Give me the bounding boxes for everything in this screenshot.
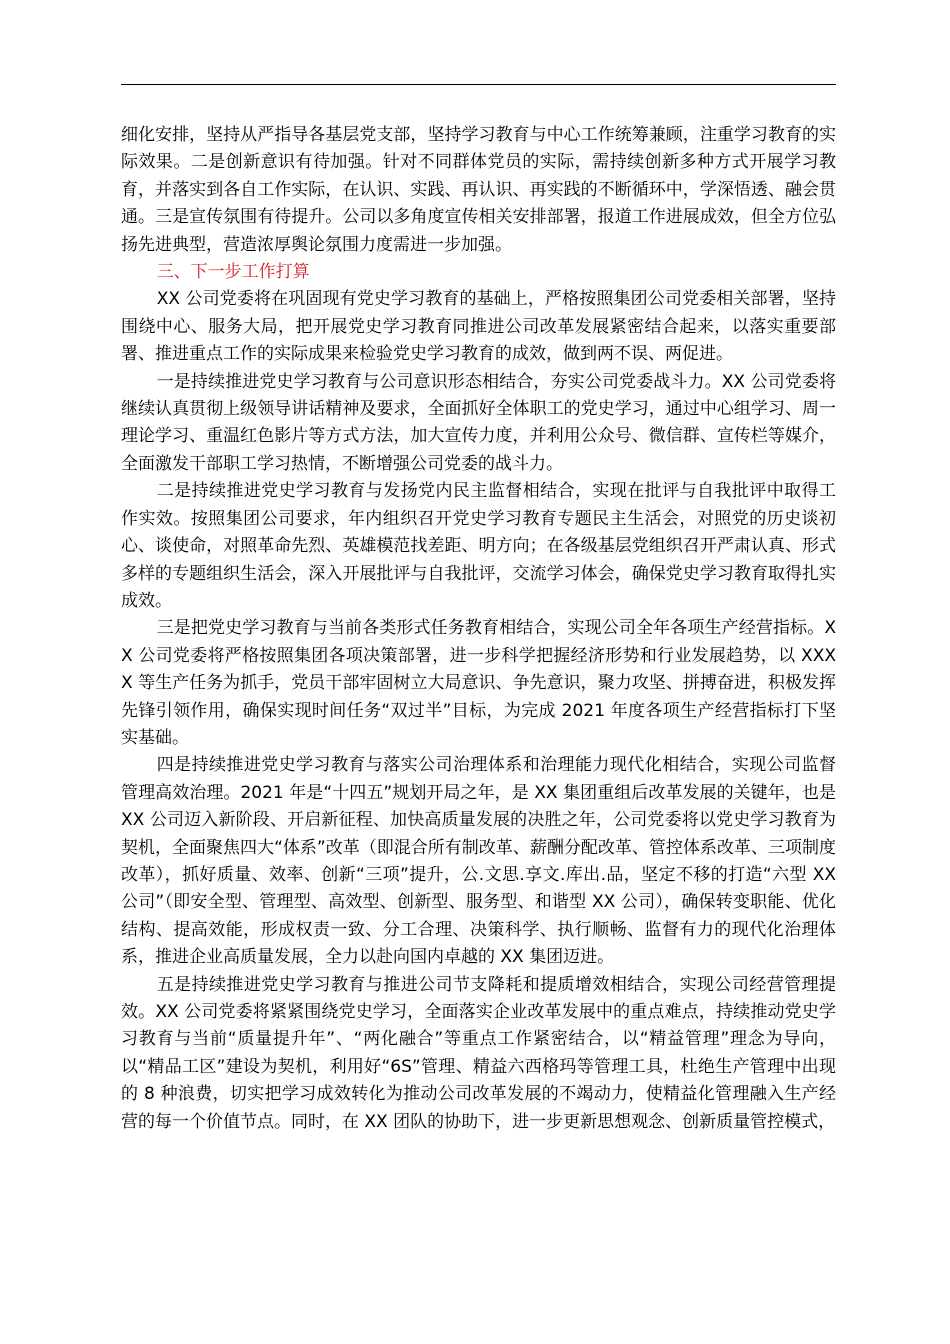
section-heading-next-steps: 三、下一步工作打算	[156, 262, 310, 283]
paragraph-item-1: 一是持续推进党史学习教育与公司意识形态相结合，夯实公司党委战斗力。XX 公司党委将继续认真贯彻上级领导讲话精神及要求，全面抓好全体职工的党史学习，通过中心组学习、周一理论学习、重温红色影片等方式方法，加大宣传力度，并利用公众号、微信群、宣传栏等媒介，全面激发干部职工学习热情，不断增强公司党委的战斗力。	[121, 371, 836, 474]
paragraph-item-3: 三是把党史学习教育与当前各类形式任务教育相结合，实现公司全年各项生产经营指标。XX 公司党委将严格按照集团各项决策部署，进一步科学把握经济形势和行业发展趋势，以 XXXX 等生产任务为抓手，党员干部牢固树立大局意识、争先意识，聚力攻坚、拼搏奋进，积极发挥先锋引领作用，确保实现时间任务“双过半”目标，为完成 2021 年度各项生产经营指标打下坚实基础。	[121, 618, 836, 748]
header-rule	[121, 84, 836, 85]
paragraph-continuation: 细化安排，坚持从严指导各基层党支部，坚持学习教育与中心工作统筹兼顾，注重学习教育的实际效果。二是创新意识有待加强。针对不同群体党员的实际，需持续创新多种方式开展学习教育，并落实到各自工作实际，在认识、实践、再认识、再实践的不断循环中，学深悟透、融会贯通。三是宣传氛围有待提升。公司以多角度宣传相关安排部署，报道工作进展成效，但全方位弘扬先进典型，营造浓厚舆论氛围力度需进一步加强。	[121, 125, 836, 255]
paragraph-item-4: 四是持续推进党史学习教育与落实公司治理体系和治理能力现代化相结合，实现公司监督管理高效治理。2021 年是“十四五”规划开局之年，是 XX 集团重组后改革发展的关键年，也是 XX 公司迈入新阶段、开启新征程、加快高质量发展的决胜之年，公司党委将以党史学习教育为契机，全面聚焦四大“体系”改革（即混合所有制改革、薪酬分配改革、管控体系改革、三项制度改革），抓好质量、效率、创新“三项”提升，公.文思.享文.库出.品，坚定不移的打造“六型 XX 公司”（即安全型、管理型、高效型、创新型、服务型、和谐型 XX 公司），确保转变职能、优化结构、提高效能，形成权责一致、分工合理、决策科学、执行顺畅、监督有力的现代化治理体系，推进企业高质量发展，全力以赴向国内卓越的 XX 集团迈进。	[121, 755, 836, 968]
paragraph-intro: XX 公司党委将在巩固现有党史学习教育的基础上，严格按照集团公司党委相关部署，坚持围绕中心、服务大局，把开展党史学习教育同推进公司改革发展紧密结合起来，以落实重要部署、推进重点工作的实际成果来检验党史学习教育的成效，做到两不误、两促进。	[121, 289, 836, 365]
paragraph-item-5: 五是持续推进党史学习教育与推进公司节支降耗和提质增效相结合，实现公司经营管理提效。XX 公司党委将紧紧围绕党史学习，全面落实企业改革发展中的重点难点，持续推动党史学习教育与当前“质量提升年”、“两化融合”等重点工作紧密结合，以“精益管理”理念为导向，以“精品工区”建设为契机，利用好“6S”管理、精益六西格玛等管理工具，杜绝生产管理中出现的 8 种浪费，切实把学习成效转化为推动公司改革发展的不竭动力，使精益化管理融入生产经营的每一个价值节点。同时，在 XX 团队的协助下，进一步更新思想观念、创新质量管控模式，	[121, 974, 836, 1132]
paragraph-item-2: 二是持续推进党史学习教育与发扬党内民主监督相结合，实现在批评与自我批评中取得工作实效。按照集团公司要求，年内组织召开党史学习教育专题民主生活会，对照党的历史谈初心、谈使命，对照革命先烈、英雄模范找差距、明方向；在各级基层党组织召开严肃认真、形式多样的专题组织生活会，深入开展批评与自我批评，交流学习体会，确保党史学习教育取得扎实成效。	[121, 481, 836, 611]
document-body	[121, 122, 836, 1136]
